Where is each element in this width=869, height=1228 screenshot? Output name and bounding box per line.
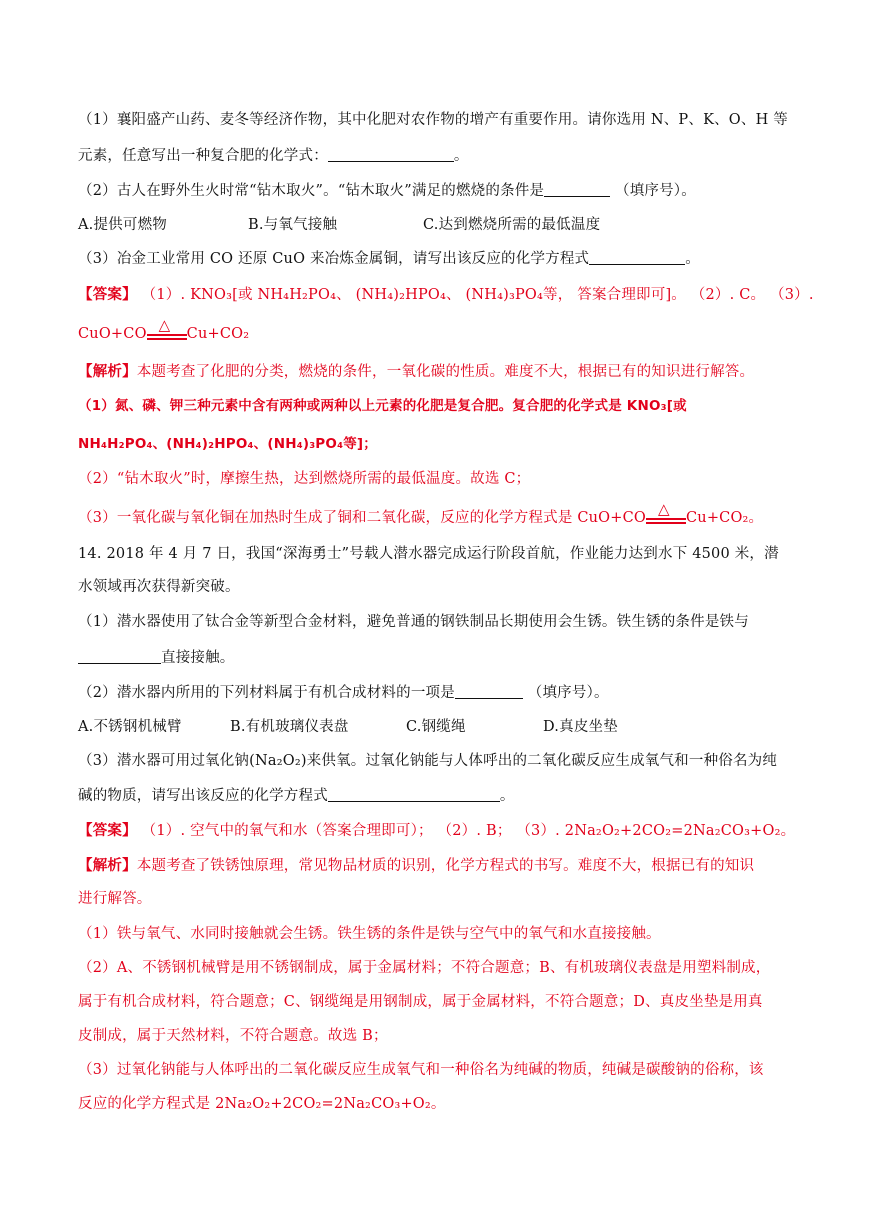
q14-analysis-3-line2: 反应的化学方程式是 2Na₂O₂+2CO₂=2Na₂CO₃+O₂。 [78,1096,446,1112]
q13-part2-text: （2）古人在野外生火时常“钻木取火”。“钻木取火”满足的燃烧的条件是 [78,183,545,199]
q14-analysis-intro-line2: 进行解答。 [78,891,152,907]
q13-part3-line [78,249,700,269]
q13-part2-line [78,181,696,201]
q14-part1-line2 [78,648,235,668]
q14-option-a: A.不锈钢机械臂 [78,719,182,735]
q13-analysis-tag: 【解析】 [78,363,137,380]
q14-answer-text: （1）. 空气中的氧气和水（答案合理即可）； （2）. B； （3）. 2Na₂O₂+2CO₂=2Na₂CO₃+O₂。 [141,823,796,839]
q14-part3-line1: （3）潜水器可用过氧化钠(Na₂O₂)来供氧。过氧化钠能与人体呼出的二氧化碳反应生成氧气和一种俗名为纯 [78,753,778,769]
q13-part1-line2 [78,146,469,166]
heating-condition-icon: △ [646,506,686,526]
q13-option-b: B.与氧气接触 [248,217,338,233]
q14-analysis-2-line2: 属于有机合成材料，符合题意；C、钢缆绳是用钢制成，属于金属材料，不符合题意；D、真皮坐垫是用真 [78,994,763,1010]
q13-answer-equation [78,316,250,344]
q13-option-c: C.达到燃烧所需的最低温度 [423,217,601,233]
q13-part2-blank[interactable] [544,182,610,197]
q13-analysis-1-line2: NH₄H₂PO₄、(NH₄)₂HPO₄、(NH₄)₃PO₄等]； [78,436,377,452]
q13-part1-end: 。 [453,148,469,164]
q13-answer-tag: 【答案】 [78,286,137,303]
q14-option-d: D.真皮坐垫 [543,719,618,735]
q13-analysis-1-line1: （1）氮、磷、钾三种元素中含有两种或两种以上元素的化肥是复合肥。复合肥的化学式是 KNO₃[或 [78,398,687,414]
q14-stem-line1: 14. 2018 年 4 月 7 日，我国“深海勇士”号载人潜水器完成运行阶段首航，作业能力达到水下 4500 米，潜 [78,546,779,562]
q13-part3-end: 。 [685,251,700,267]
q13-answer-text: （1）. KNO₃[或 NH₄H₂PO₄、 (NH₄)₂HPO₄、 (NH₄)₃PO₄等， 答案合理即可]。 （2）. C。 （3）. [141,287,814,303]
q13-analysis-3 [78,500,764,528]
q14-part1-end: 直接接触。 [161,650,235,666]
q14-part3-blank[interactable] [328,787,500,802]
q13-analysis-intro-text: 本题考查了化肥的分类，燃烧的条件，一氧化碳的性质。难度不大，根据已有的知识进行解答。 [136,364,755,380]
q13-answer-line1 [78,285,814,305]
q14-answer-line [78,821,795,841]
q14-analysis-2-line1: （2）A、不锈钢机械臂是用不锈钢制成，属于金属材料；不符合题意；B、有机玻璃仪表盘是用塑料制成， [78,960,771,976]
q13-part1-blank[interactable] [328,147,454,162]
q13-analysis-3-right: Cu+CO₂。 [685,510,764,526]
q14-part2-text: （2）潜水器内所用的下列材料属于有机合成材料的一项是 [78,685,455,701]
q14-part3-text: 碱的物质，请写出该反应的化学方程式 [78,788,328,804]
q13-analysis-2: （2）“钻木取火”时，摩擦生热，达到燃烧所需的最低温度。故选 C； [78,471,531,487]
q13-answer-eq-right: Cu+CO₂ [186,326,250,342]
q13-part2-options [78,215,600,235]
q13-analysis-3-left: （3）一氧化碳与氧化铜在加热时生成了铜和二氧化碳，反应的化学方程式是 CuO+CO [78,510,646,526]
q14-option-b: B.有机玻璃仪表盘 [230,719,349,735]
q14-answer-tag: 【答案】 [78,822,137,839]
q13-option-a: A.提供可燃物 [78,217,167,233]
q14-analysis-tag: 【解析】 [78,857,137,874]
q14-part2-line [78,683,609,703]
q14-part1-blank[interactable] [78,649,161,664]
q14-part2-blank[interactable] [455,684,523,699]
q14-analysis-intro-line1 [78,856,754,876]
q13-part2-end: （填序号）。 [610,183,696,199]
q14-stem-line2: 水领域再次获得新突破。 [78,579,240,595]
heating-condition-icon: △ [147,322,187,342]
q14-analysis-2-line3: 皮制成，属于天然材料，不符合题意。故选 B； [78,1028,388,1044]
q13-part3-blank[interactable] [589,250,685,265]
q13-part1-line1: （1）襄阳盛产山药、麦冬等经济作物，其中化肥对农作物的增产有重要作用。请你选用 N、P、K、O、H 等 [78,112,788,128]
q14-part3-line2 [78,786,515,806]
q14-part3-end: 。 [499,788,515,804]
q14-analysis-intro-text: 本题考查了铁锈蚀原理，常见物品材质的识别，化学方程式的书写。难度不大，根据已有的知识 [136,858,755,874]
q13-part3-text: （3）冶金工业常用 CO 还原 CuO 来冶炼金属铜，请写出该反应的化学方程式 [78,251,590,267]
q14-analysis-3-line1: （3）过氧化钠能与人体呼出的二氧化碳反应生成氧气和一种俗名为纯碱的物质，纯碱是碳酸钠的俗称，该 [78,1062,764,1078]
q14-option-c: C.钢缆绳 [406,719,466,735]
q13-part1-text: 元素，任意写出一种复合肥的化学式： [78,148,328,164]
q13-answer-eq-left: CuO+CO [78,326,147,342]
q14-part1-line1: （1）潜水器使用了钛合金等新型合金材料，避免普通的钢铁制品长期使用会生锈。铁生锈的条件是铁与 [78,614,749,630]
q14-part2-end: （填序号）。 [522,685,609,701]
q14-part2-options [78,717,618,737]
q13-analysis-intro [78,362,754,382]
q14-analysis-1: （1）铁与氧气、水同时接触就会生锈。铁生锈的条件是铁与空气中的氧气和水直接接触。 [78,926,661,942]
